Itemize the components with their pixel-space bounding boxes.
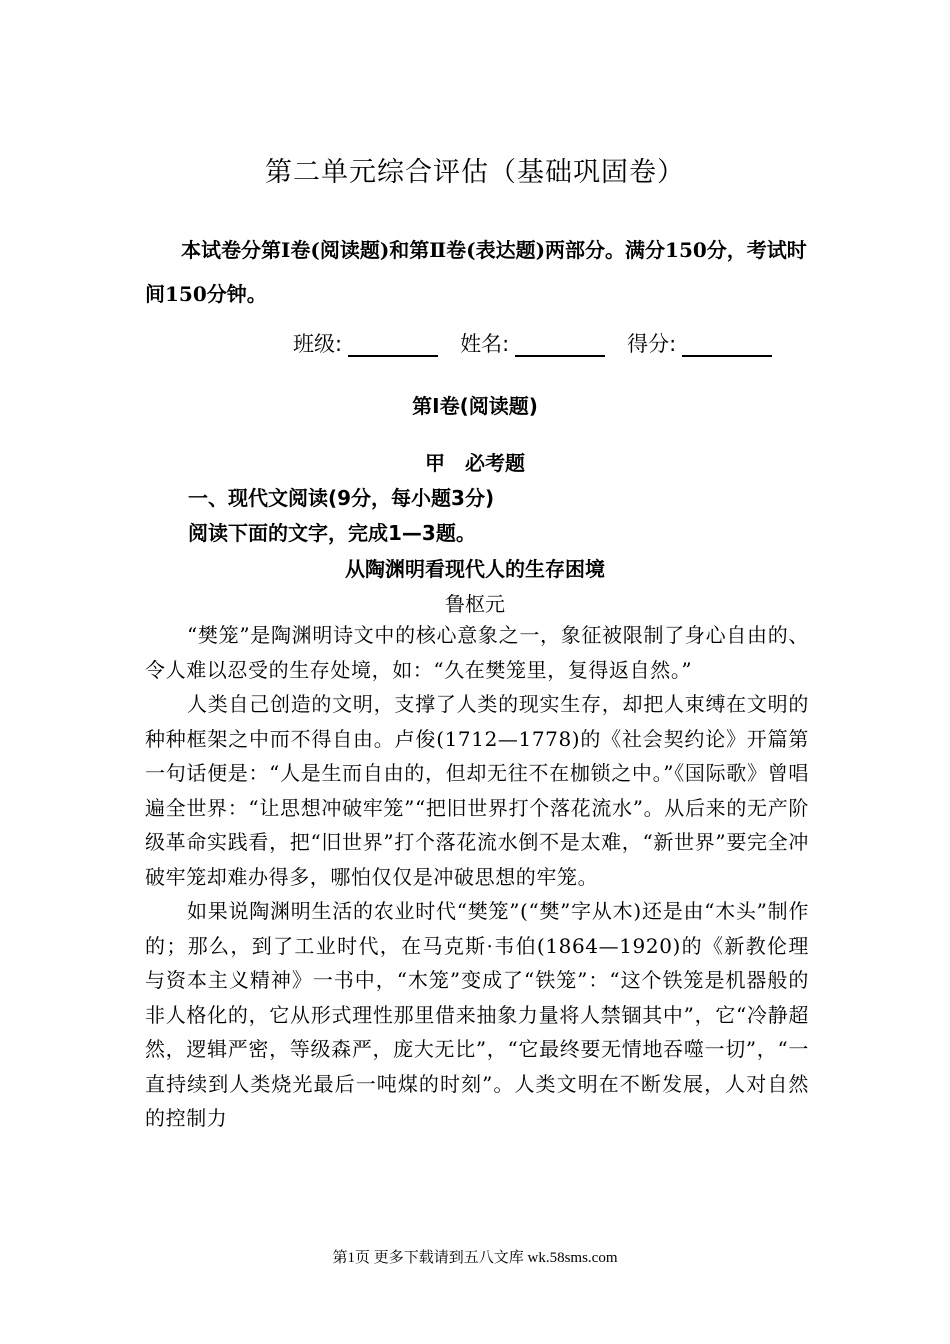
article-body	[145, 618, 809, 1136]
class-label: 班级:	[293, 332, 343, 356]
question-instruction: 阅读下面的文字，完成1—3题。	[188, 521, 476, 545]
student-info-row	[293, 328, 794, 358]
question-heading: 一、现代文阅读(9分，每小题3分)	[188, 486, 495, 510]
article-paragraph: “樊笼”是陶渊明诗文中的核心意象之一，象征被限制了身心自由的、令人难以忍受的生存处境，如：“久在樊笼里，复得返自然。”	[145, 623, 809, 682]
article-author: 鲁枢元	[445, 592, 505, 616]
page-footer: 第1页 更多下载请到五八文库 wk.58sms.com	[332, 1250, 618, 1266]
name-field	[460, 328, 605, 358]
article-paragraph: 如果说陶渊明生活的农业时代“樊笼”(“樊”字从木)还是由“木头”制作的；那么，到了工业时代，在马克斯·韦伯(1864—1920)的《新教伦理与资本主义精神》一书中，“木笼”变成了“铁笼”：“这个铁笼是机器般的非人格化的，它从形式理性那里借来抽象力量将人禁锢其中”，它“冷静超然，逻辑严密，等级森严，庞大无比”，“它最终要无情地吞噬一切”，“一直持续到人类烧光最后一吨煤的时刻”。人类文明在不断发展，人对自然的控制力	[145, 899, 809, 1130]
name-blank	[515, 331, 605, 357]
score-blank	[682, 331, 772, 357]
score-label: 得分:	[627, 332, 677, 356]
page-title: 第二单元综合评估（基础巩固卷）	[265, 157, 685, 188]
article-paragraph: 人类自己创造的文明，支撑了人类的现实生存，却把人束缚在文明的种种框架之中而不得自由。卢俊(1712—1778)的《社会契约论》开篇第一句话便是：“人是生而自由的，但却无往不在枷锁之中。”《国际歌》曾唱遍全世界：“让思想冲破牢笼”“把旧世界打个落花流水”。从后来的无产阶级革命实践看，把“旧世界”打个落花流水倒不是太难，“新世界”要完全冲破牢笼却难办得多，哪怕仅仅是冲破思想的牢笼。	[145, 692, 809, 889]
article-title: 从陶渊明看现代人的生存困境	[345, 557, 605, 581]
score-field	[627, 328, 772, 358]
name-label: 姓名:	[460, 332, 510, 356]
exam-intro: 本试卷分第Ⅰ卷(阅读题)和第Ⅱ卷(表达题)两部分。满分150分，考试时间150分钟。	[145, 238, 807, 306]
subsection-title: 甲 必考题	[425, 451, 525, 475]
section-title: 第Ⅰ卷(阅读题)	[412, 394, 538, 418]
class-field	[293, 328, 438, 358]
class-blank	[348, 331, 438, 357]
